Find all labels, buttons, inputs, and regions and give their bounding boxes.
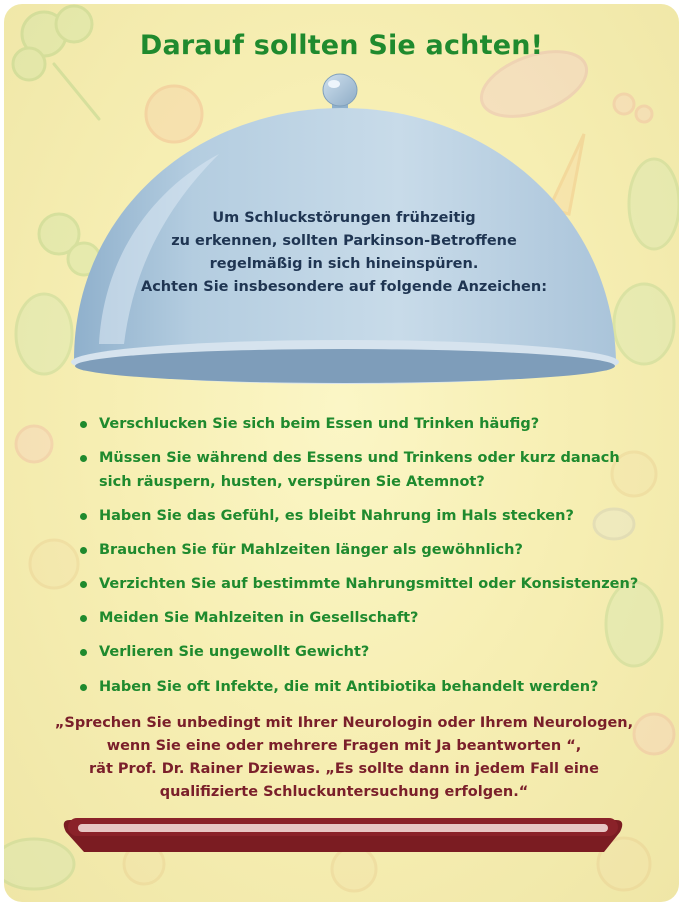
page-title: Darauf sollten Sie achten! <box>139 30 544 61</box>
list-item-text: Müssen Sie während des Essens und Trinkens oder kurz danach <box>99 450 620 466</box>
list-item-text: Brauchen Sie für Mahlzeiten länger als gewöhnlich? <box>99 542 523 558</box>
list-item-text: Meiden Sie Mahlzeiten in Gesellschaft? <box>99 610 419 626</box>
list-item-text: Haben Sie oft Infekte, die mit Antibiotika behandelt werden? <box>99 679 599 695</box>
list-item-text: Haben Sie das Gefühl, es bleibt Nahrung im Hals stecken? <box>99 508 574 524</box>
list-item-text: Verschlucken Sie sich beim Essen und Trinken häufig? <box>99 416 540 432</box>
serving-plate-illustration <box>4 4 679 902</box>
intro-line: regelmäßig in sich hineinspüren. <box>209 256 479 272</box>
list-item-text: Verzichten Sie auf bestimmte Nahrungsmittel oder Konsistenzen? <box>99 576 639 592</box>
quote-line: „Sprechen Sie unbedingt mit Ihrer Neurologin oder Ihrem Neurologen, <box>54 715 634 731</box>
intro-line: Um Schluckstörungen frühzeitig <box>212 210 476 226</box>
intro-line: zu erkennen, sollten Parkinson-Betroffene <box>171 233 517 249</box>
quote-line: rät Prof. Dr. Rainer Dziewas. „Es sollte dann in jedem Fall eine <box>89 761 599 777</box>
list-item-text: sich räuspern, husten, verspüren Sie Atemnot? <box>99 474 485 490</box>
intro-line: Achten Sie insbesondere auf folgende Anzeichen: <box>140 279 548 295</box>
quote-line: wenn Sie eine oder mehrere Fragen mit Ja beantworten “, <box>106 738 582 754</box>
infographic-card <box>4 4 679 902</box>
list-item-text: Verlieren Sie ungewollt Gewicht? <box>99 644 370 660</box>
quote-line: qualifizierte Schluckuntersuchung erfolgen.“ <box>159 784 529 800</box>
